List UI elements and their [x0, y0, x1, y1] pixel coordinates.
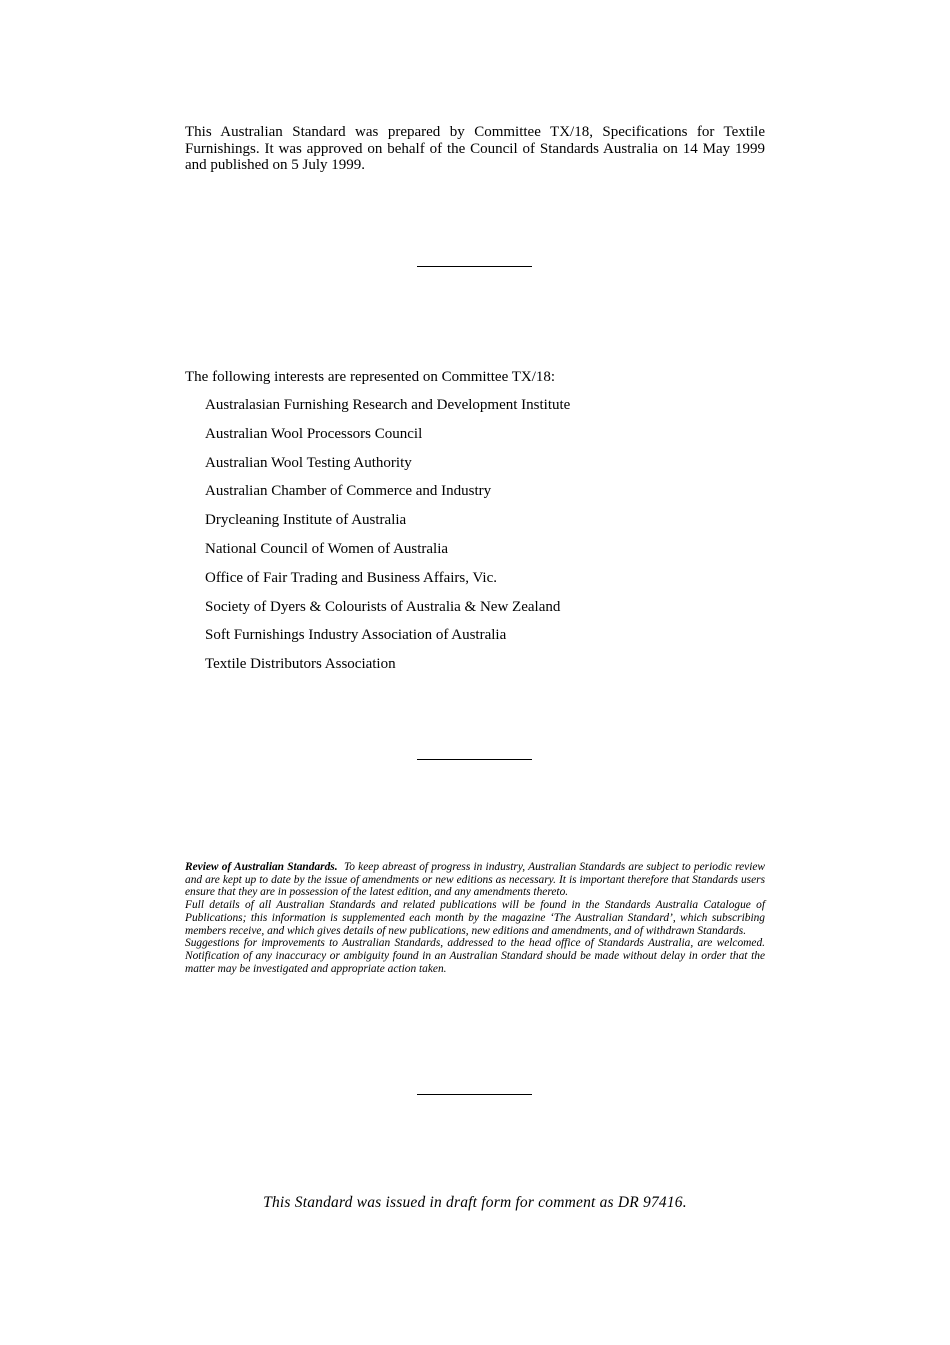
- review-paragraph: [185, 861, 765, 899]
- committee-member-item: Australian Chamber of Commerce and Industry: [205, 483, 492, 500]
- committee-member-item: Soft Furnishings Industry Association of Australia: [205, 627, 507, 644]
- committee-member-item: Office of Fair Trading and Business Affairs, Vic.: [205, 569, 497, 586]
- committee-member-item: Australian Wool Testing Authority: [205, 454, 412, 471]
- committee-member-item: Australian Wool Processors Council: [205, 425, 423, 442]
- review-lead: Review of Australian Standards.: [185, 861, 338, 873]
- review-notice: [185, 861, 765, 975]
- committee-member-item: National Council of Women of Australia: [205, 540, 449, 557]
- committee-members-list: [205, 394, 570, 682]
- section-divider: [417, 1094, 532, 1095]
- review-text: To keep abreast of progress in industry, Australian Standards are subject to periodic review and are kept up to date by the issue of amendments or new editions as necessary. It is important therefore that Standards users ensure that they are in possession of the latest edition, and any amendments thereto.: [185, 861, 766, 899]
- draft-note: This Standard was issued in draft form for comment as DR 97416.: [263, 1194, 687, 1211]
- review-paragraph: Full details of all Australian Standards and related publications will be found in the Standards Australia Catalogue of Publications; this information is supplemented each month by the magazine ‘The Australian Standard’, which subscribing members receive, and which gives details of new publications, new editions and amendments, and of withdrawn Standards.: [185, 899, 765, 937]
- committee-member-item: Textile Distributors Association: [205, 656, 396, 673]
- section-divider: [417, 759, 532, 760]
- section-divider: [417, 266, 532, 267]
- review-paragraph: Suggestions for improvements to Australian Standards, addressed to the head office of Standards Australia, are welcomed. Notification of any inaccuracy or ambiguity found in an Australian Standard should be made without delay in order that the matter may be investigated and appropriate action taken.: [185, 937, 765, 975]
- preparation-statement: This Australian Standard was prepared by Committee TX/18, Specifications for Textile Furnishings. It was approved on behalf of the Council of Standards Australia on 14 May 1999 and published on 5 July 1999.: [185, 124, 765, 173]
- committee-member-item: Australasian Furnishing Research and Development Institute: [205, 397, 571, 413]
- committee-member-item: Society of Dyers & Colourists of Australia & New Zealand: [205, 598, 561, 615]
- committee-member-item: Drycleaning Institute of Australia: [205, 512, 407, 529]
- committee-interests-heading: The following interests are represented on Committee TX/18:: [185, 369, 556, 385]
